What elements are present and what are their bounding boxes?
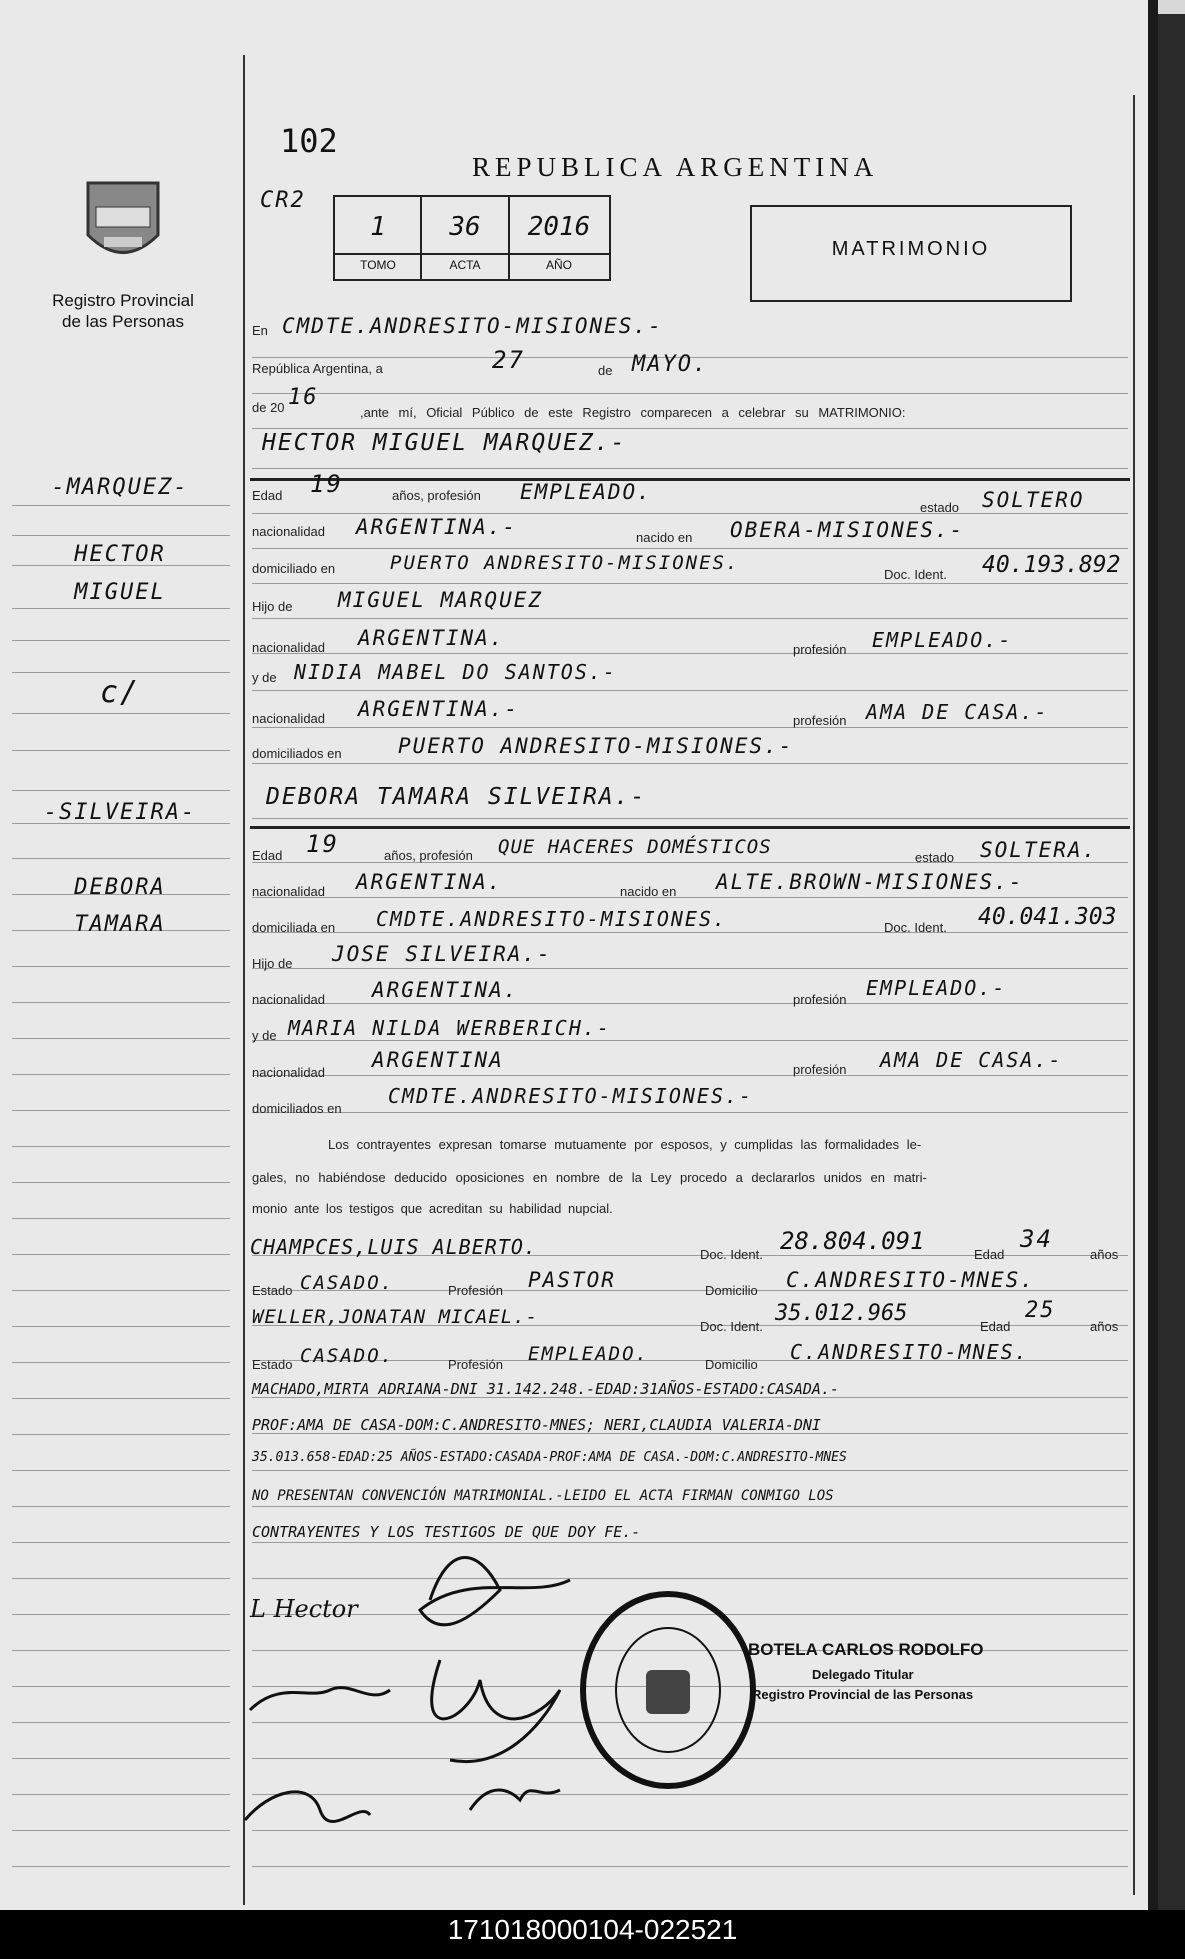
groom-marital-status: SOLTERO xyxy=(982,488,1085,512)
bride-parents-dom-label: domiciliados en xyxy=(252,1101,342,1116)
office-code: CR2 xyxy=(260,188,306,213)
groom-mother-profession: AMA DE CASA.- xyxy=(866,700,1049,724)
bride-hijo-label: Hijo de xyxy=(252,956,293,971)
groom-father-nac-label: nacionalidad xyxy=(252,640,326,655)
groom-father-prof-label: profesión xyxy=(793,642,847,657)
bride-marital-status: SOLTERA. xyxy=(980,838,1098,862)
bride-mother-nac-label: nacionalidad xyxy=(252,1065,326,1080)
margin-given-1a: HECTOR xyxy=(74,542,166,567)
bride-birthplace: ALTE.BROWN-MISIONES.- xyxy=(716,870,1024,894)
groom-birthplace: OBERA-MISIONES.- xyxy=(730,518,965,542)
groom-edad-label: Edad xyxy=(252,488,283,503)
intro-text: ,ante mí, Oficial Público de este Registro comparecen a celebrar su MATRIMONIO: xyxy=(360,405,906,420)
witness2-estado-label: Estado xyxy=(252,1357,293,1372)
acta-label: ACTA xyxy=(449,258,481,272)
day-value: 27 xyxy=(492,346,525,374)
groom-yde-label: y de xyxy=(252,670,277,685)
bride-yde-label: y de xyxy=(252,1028,277,1043)
bride-estado-label: estado xyxy=(915,850,955,865)
groom-mother-prof-label: profesión xyxy=(793,713,847,728)
document-id: 171018000104-022521 xyxy=(447,1914,738,1945)
bride-parents-address: CMDTE.ANDRESITO-MISIONES.- xyxy=(388,1084,754,1108)
groom-domiciliado-label: domiciliado en xyxy=(252,561,336,576)
groom-father-profession: EMPLEADO.- xyxy=(872,628,1013,652)
document-heading: REPUBLICA ARGENTINA xyxy=(472,152,879,182)
witness2-doc: 35.012.965 xyxy=(775,1301,908,1326)
note-line-4: NO PRESENTAN CONVENCIÓN MATRIMONIAL.-LEIDO EL ACTA FIRMAN CONMIGO LOS xyxy=(252,1488,834,1504)
witness1-status: CASADO. xyxy=(300,1272,395,1294)
month-value: MAYO. xyxy=(632,352,709,377)
official-role: Delegado Titular xyxy=(812,1667,914,1682)
republica-label: República Argentina, a xyxy=(252,361,383,376)
tomo-label: TOMO xyxy=(360,258,396,272)
official-stamp xyxy=(578,1590,758,1790)
declaration-line-1: Los contrayentes expresan tomarse mutuamente por esposos, y cumplidas las formalidades le- xyxy=(328,1137,922,1152)
witness1-doc-label: Doc. Ident. xyxy=(700,1247,763,1262)
note-line-5: CONTRAYENTES Y LOS TESTIGOS DE QUE DOY FE.- xyxy=(252,1523,641,1541)
groom-age: 19 xyxy=(310,470,343,498)
groom-mother-nac-label: nacionalidad xyxy=(252,711,326,726)
groom-parents-address: PUERTO ANDRESITO-MISIONES.- xyxy=(398,734,794,758)
bride-age: 19 xyxy=(306,830,339,858)
witness1-anos-label: años xyxy=(1090,1247,1119,1262)
signature-hector: L Hector xyxy=(250,1595,358,1623)
witness1-edad-label: Edad xyxy=(974,1247,1005,1262)
margin-given-2a: DEBORA xyxy=(74,875,166,900)
groom-father: MIGUEL MARQUEZ xyxy=(338,588,544,612)
witness1-doc: 28.804.091 xyxy=(780,1227,925,1255)
bride-profesion-label: años, profesión xyxy=(384,848,473,863)
note-line-2: PROF:AMA DE CASA-DOM:C.ANDRESITO-MNES; NERI,CLAUDIA VALERIA-DNI xyxy=(252,1416,821,1434)
bride-edad-label: Edad xyxy=(252,848,283,863)
groom-full-name: HECTOR MIGUEL MARQUEZ.- xyxy=(262,430,627,456)
bride-doc: 40.041.303 xyxy=(978,904,1117,930)
registry-name xyxy=(28,290,218,332)
de-label: de xyxy=(598,363,613,378)
bride-father-profession: EMPLEADO.- xyxy=(866,976,1007,1000)
acta-value: 36 xyxy=(449,212,481,242)
witness2-anos-label: años xyxy=(1090,1319,1119,1334)
margin-connector: c/ xyxy=(99,675,141,710)
bride-domiciliada-label: domiciliada en xyxy=(252,920,336,935)
bride-mother-profession: AMA DE CASA.- xyxy=(880,1048,1063,1072)
bride-nacido-label: nacido en xyxy=(620,884,677,899)
registry-logo xyxy=(78,175,168,275)
matrimonio-title: MATRIMONIO xyxy=(831,238,991,260)
margin-given-2b: TAMARA xyxy=(74,912,166,937)
groom-profession: EMPLEADO. xyxy=(520,480,652,504)
groom-nacionalidad-label: nacionalidad xyxy=(252,524,326,539)
year-prefix: de 20 xyxy=(252,400,285,415)
bride-address: CMDTE.ANDRESITO-MISIONES. xyxy=(376,907,728,931)
official-name: BOTELA CARLOS RODOLFO xyxy=(748,1640,984,1659)
bride-mother-prof-label: profesión xyxy=(793,1062,847,1077)
bride-nationality: ARGENTINA. xyxy=(356,870,503,894)
groom-nacido-label: nacido en xyxy=(636,530,693,545)
witness1-name: CHAMPCES,LUIS ALBERTO. xyxy=(250,1235,537,1259)
note-line-1: MACHADO,MIRTA ADRIANA-DNI 31.142.248.-EDAD:31AÑOS-ESTADO:CASADA.- xyxy=(252,1380,839,1398)
bride-mother: MARIA NILDA WERBERICH.- xyxy=(288,1016,611,1040)
margin-given-1b: MIGUEL xyxy=(74,580,166,605)
margin-surname-1: -MARQUEZ- xyxy=(51,475,189,500)
groom-hijo-label: Hijo de xyxy=(252,599,293,614)
groom-mother: NIDIA MABEL DO SANTOS.- xyxy=(294,660,617,684)
place-value: CMDTE.ANDRESITO-MISIONES.- xyxy=(282,314,663,338)
witness1-age: 34 xyxy=(1020,1225,1053,1253)
tomo-value: 1 xyxy=(370,212,386,242)
groom-doc: 40.193.892 xyxy=(982,552,1121,578)
groom-estado-label: estado xyxy=(920,500,960,515)
witness1-domicilio-label: Domicilio xyxy=(705,1283,758,1298)
witness2-edad-label: Edad xyxy=(980,1319,1011,1334)
groom-address: PUERTO ANDRESITO-MISIONES. xyxy=(390,552,740,574)
witness2-address: C.ANDRESITO-MNES. xyxy=(790,1340,1029,1364)
groom-doc-label: Doc. Ident. xyxy=(884,567,947,582)
witness2-age: 25 xyxy=(1025,1298,1056,1323)
note-line-3: 35.013.658-EDAD:25 AÑOS-ESTADO:CASADA-PROF:AMA DE CASA.-DOM:C.ANDRESITO-MNES xyxy=(252,1450,847,1465)
declaration-line-2: gales, no habiéndose deducido oposiciones en nombre de la Ley procedo a declararlos unidos en matri- xyxy=(252,1170,927,1185)
groom-father-nationality: ARGENTINA. xyxy=(358,626,505,650)
groom-nationality: ARGENTINA.- xyxy=(356,515,518,539)
margin-surname-2: -SILVEIRA- xyxy=(43,800,197,825)
witness2-profesion-label: Profesión xyxy=(448,1357,503,1372)
witness2-domicilio-label: Domicilio xyxy=(705,1357,758,1372)
bride-father-prof-label: profesión xyxy=(793,992,847,1007)
right-rule xyxy=(1133,95,1135,1895)
witness2-profession: EMPLEADO. xyxy=(528,1343,649,1365)
groom-mother-nationality: ARGENTINA.- xyxy=(358,697,520,721)
witness1-estado-label: Estado xyxy=(252,1283,293,1298)
groom-parents-dom-label: domiciliados en xyxy=(252,746,342,761)
en-label: En xyxy=(252,323,268,338)
bride-nacionalidad-label: nacionalidad xyxy=(252,884,326,899)
bride-father-nac-label: nacionalidad xyxy=(252,992,326,1007)
signatures-scribble xyxy=(240,1530,620,1860)
witness1-profession: PASTOR xyxy=(528,1268,616,1292)
bride-full-name: DEBORA TAMARA SILVEIRA.- xyxy=(266,784,647,810)
witness1-profesion-label: Profesión xyxy=(448,1283,503,1298)
bride-father: JOSE SILVEIRA.- xyxy=(332,942,552,966)
declaration-line-3: monio ante los testigos que acreditan su habilidad nupcial. xyxy=(252,1201,613,1216)
groom-profesion-label: años, profesión xyxy=(392,488,481,503)
witness2-name: WELLER,JONATAN MICAEL.- xyxy=(252,1306,539,1328)
bride-mother-nationality: ARGENTINA xyxy=(372,1048,504,1072)
witness2-status: CASADO. xyxy=(300,1345,395,1367)
witness2-doc-label: Doc. Ident. xyxy=(700,1319,763,1334)
bride-father-nationality: ARGENTINA. xyxy=(372,978,519,1002)
witness1-address: C.ANDRESITO-MNES. xyxy=(786,1268,1035,1292)
registry-name-line2: de las Personas xyxy=(62,312,184,331)
registry-name-line1: Registro Provincial xyxy=(52,291,194,310)
anio-value: 2016 xyxy=(527,212,591,242)
year-suffix: 16 xyxy=(288,385,319,410)
official-office: Registro Provincial de las Personas xyxy=(752,1687,974,1702)
bride-profession: QUE HACERES DOMÉSTICOS xyxy=(498,836,772,858)
act-number: 102 xyxy=(280,122,338,160)
anio-label: AÑO xyxy=(545,258,572,272)
bride-doc-label: Doc. Ident. xyxy=(884,920,947,935)
